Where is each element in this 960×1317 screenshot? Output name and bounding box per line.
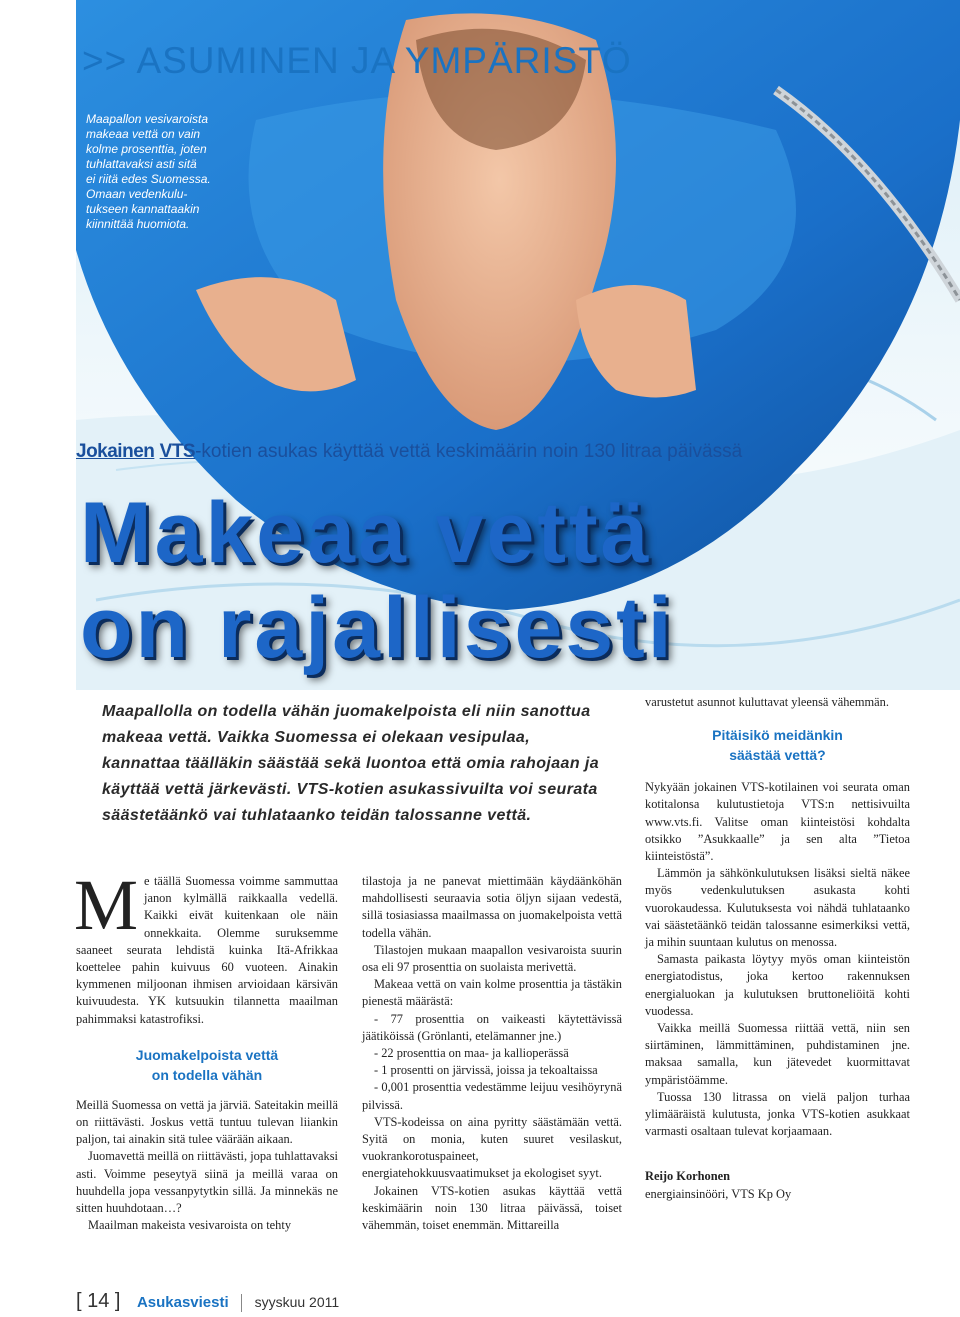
article-title-line-2: on rajallisesti — [80, 580, 675, 676]
body-paragraph: Samasta paikasta löytyy myös oman kiinteistön energiatodistus, joka kertoo rakennuksen energialuokan ja kulutuksen bruttoneliöitä kohti vuodessa. — [645, 952, 910, 1018]
author-name: Reijo Korhonen — [645, 1169, 731, 1184]
subheading: Pitäisikö meidänkin säästää vettä? — [712, 727, 843, 764]
footer-divider — [241, 1294, 242, 1312]
author-title: energiainsinööri, VTS Kp Oy — [645, 1186, 792, 1201]
subtitle-word-vts: VTS — [159, 441, 196, 462]
page-number: [ 14 ] — [76, 1290, 121, 1312]
body-paragraph: tilastoja ja ne panevat miettimään käydäänköhän mahdollisesti seuraavia sotia öljyn sijaan vedestä, sillä tosiasiassa maailmassa on juomakelpoista vettä todella vähän. — [362, 874, 622, 940]
body-column-3 — [645, 694, 910, 1203]
body-paragraph: Maailman makeista vesivaroista on tehty — [88, 1218, 292, 1233]
body-paragraph: - 1 prosentti on järvissä, joissa ja tekoaltaissa — [374, 1063, 598, 1078]
body-column-2 — [362, 873, 622, 1234]
section-label: >> ASUMINEN JA YMPÄRISTÖ — [82, 40, 632, 81]
page-footer — [76, 1290, 339, 1313]
body-paragraph: Tuossa 130 litrassa on vielä paljon turhaa ylimääräistä kulutusta, jonka VTS-kotien asukkaat varmasti osaltaan tulevat korjaamaan. — [645, 1089, 910, 1139]
subtitle-word-jokainen: Jokainen — [76, 441, 155, 462]
subheading: Juomakelpoista vettä on todella vähän — [135, 1046, 279, 1083]
body-paragraph: Nykyään jokainen VTS-kotilainen voi seurata oman kotitalonsa kulutustietoja VTS:n nettisivuilta www.vts.fi. Valitse oman kiinteistösi kohdalta otsikko ”Asukkaalle” ja sen alta ”Tietoa kiinteistöstä”. — [645, 780, 910, 864]
photo-caption-line: ei riitä edes Suomessa. — [86, 172, 211, 186]
body-paragraph: Makeaa vettä on vain kolme prosenttia ja tästäkin pienestä määrästä: — [362, 977, 622, 1009]
photo-caption-line: kiinnittää huomiota. — [86, 217, 190, 231]
body-paragraph: Meillä Suomessa on vettä ja järviä. Sateitakin meillä on riittävästi. Joskus vettä tuntuu tulevan liiankin paljon, tai ainakin sitä tulee väärään aikaan. — [76, 1097, 338, 1147]
body-column-1 — [74, 865, 338, 1234]
body-paragraph: - 0,001 prosenttia vedestämme leijuu vesihöyrynä pilvissä. — [362, 1080, 622, 1112]
photo-caption-line: Omaan vedenkulu- — [86, 187, 188, 201]
subtitle-rest: -kotien asukas käyttää vettä keskimäärin noin 130 litraa päivässä — [195, 441, 743, 462]
article-subtitle — [76, 441, 742, 463]
body-paragraph: Juomavettä meillä on riittävästi, jopa tuhlattavaksi asti. Voimme peseytyä siinä ja meillä varaa on huuhdella jopa vessanpytytkin sillä. Ja minnekäs ne sitten huuhdotaan…? — [76, 1149, 338, 1216]
article-title-line-1: Makeaa vettä — [80, 485, 652, 581]
issue-date: syyskuu 2011 — [254, 1294, 340, 1310]
body-paragraph: VTS-kodeissa on aina pyritty säästämään vettä. Syitä on monia, kuten suuret vesilaskut, vuokrankorotuspaineet, energiatehokkuusvaatimukset ja ekologiset syyt. — [362, 1114, 622, 1181]
body-paragraph: Jokainen VTS-kotien asukas käyttää vettä keskimäärin noin 130 litraa päivässä, toiset vähemmän, toiset enemmän. Mittareilla — [362, 1183, 622, 1233]
magazine-name: Asukasviesti — [136, 1294, 229, 1311]
body-paragraph: Lämmön ja sähkönkulutuksen lisäksi sieltä näkee myös vedenkulutuksen asukasta kohti vuorokaudessa. Kulutuksesta voi nähdä tuhlataanko vai säästetäänkö teidän talossanne esimerkiksi vettä, ja mihin suuntaan kulutus on menossa. — [645, 866, 910, 950]
body-paragraph: - 22 prosenttia on maa- ja kallioperässä — [374, 1046, 569, 1061]
photo-caption-line: makeaa vettä on vain — [86, 127, 201, 141]
body-paragraph: Vaikka meillä Suomessa riittää vettä, niin sen siirtäminen, lämmittäminen, puhdistaminen jne. maksaa samalla, kun jätevedet kuormittavat ympäristöämme. — [645, 1021, 910, 1087]
body-paragraph: varustetut asunnot kuluttavat yleensä vähemmän. — [645, 695, 889, 709]
body-paragraph: Me täällä Suomessa voimme sammuttaa janon kylmällä raikkaalla vedellä. Kaikki eivät kuitenkaan ole näin onnekkaita. Olemme suruksemme saaneet seurata lehdistä kuinka Itä-Afrikkaa koettelee pahin kuivuus 60 vuoteen. Ainakin kymmenen miljoonan ihmisen arvioidaan kärsivän kuivuudesta. YK kutsuukin tilannetta maailman pahimmaksi katastrofiksi. — [74, 865, 338, 1026]
photo-caption-line: Maapallon vesivaroista — [86, 112, 209, 126]
photo-caption-line: tuhlattavaksi asti sitä — [86, 157, 197, 171]
photo-caption-line: tukseen kannattaakin — [86, 202, 200, 216]
body-paragraph: Tilastojen mukaan maapallon vesivaroista suurin osa eli 97 prosenttia on suolaista merivettä. — [362, 942, 622, 975]
body-paragraph: - 77 prosenttia on vaikeasti käytettävissä jäätiköissä (Grönlanti, etelämanner jne.) — [362, 1011, 622, 1043]
article-lead: Maapallolla on todella vähän juomakelpoista eli niin sanottua makeaa vettä. Vaikka Suomessa ei olekaan vesipulaa, kannattaa täälläkin säästää sekä luontoa että omia rahojaan ja käyttää vettä järkevästi. VTS-kotien asukassivuilta voi seurata säästetäänkö vai tuhlataanko teidän talossanne vettä. — [102, 703, 599, 824]
photo-caption — [86, 112, 226, 232]
photo-caption-line: kolme prosenttia, joten — [86, 142, 207, 156]
drop-cap: M — [74, 865, 139, 945]
